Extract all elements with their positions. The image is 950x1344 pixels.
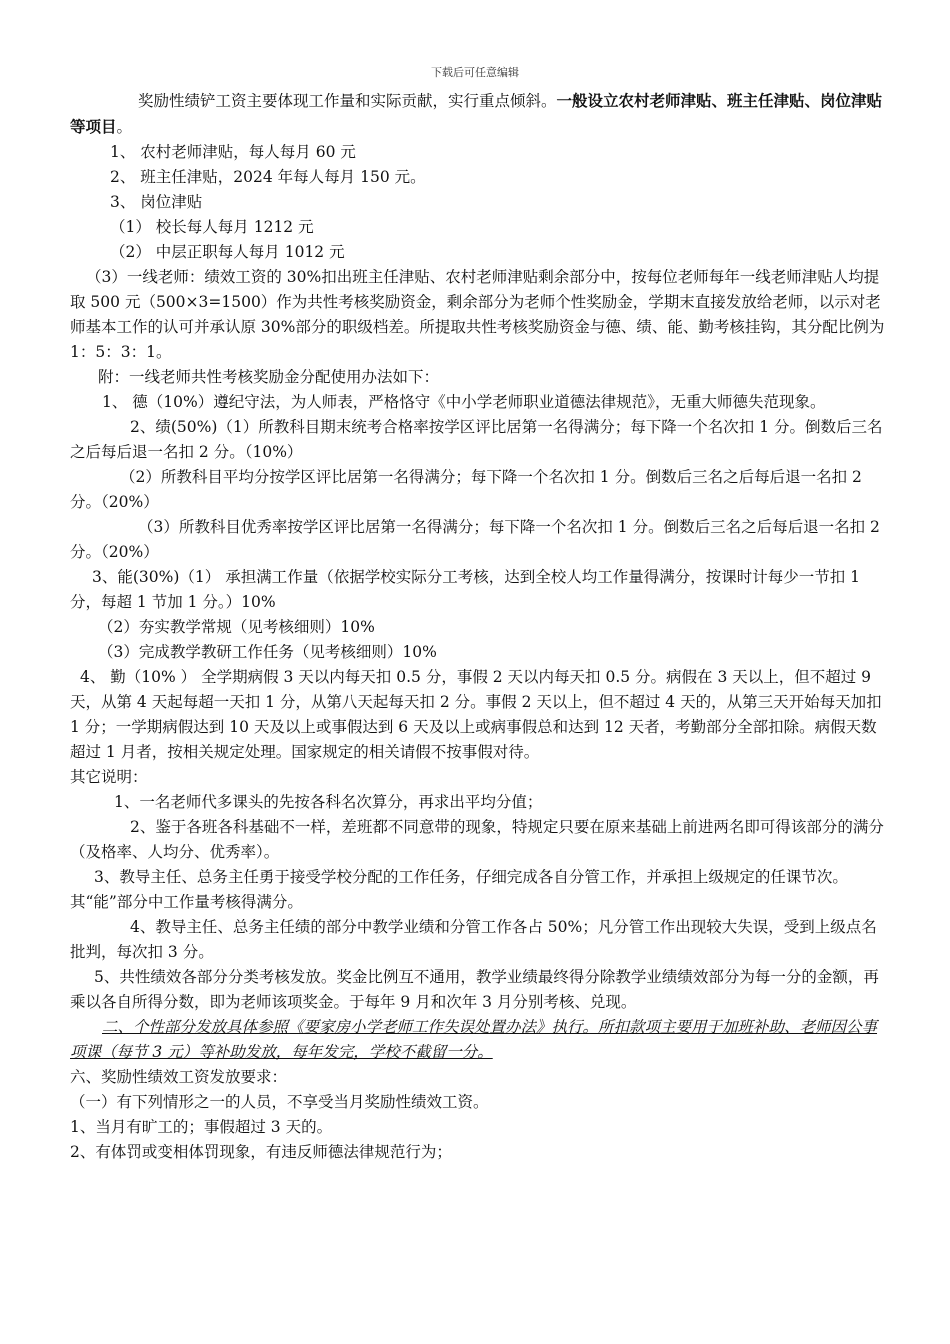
other-notes-title: 其它说明： [70,768,148,786]
frontline-teacher-paragraph: （3）一线老师：绩效工资的 30%扣出班主任津贴、农村老师津贴剩余部分中，按每位老师每年一线老师津贴人均提取 500 元（500×3=1500）作为共性考核奖励资金，剩余部分为老师个性奖励金，学期末直接发放给老师，以示对老师基本工作的认可并承认原 30%部分的职级档差。所提取共性考核奖励资金与德、绩、能、勤考核挂钩，其分配比例为 1：5：3：1。 [70,268,885,361]
note-4: 4、教导主任、总务主任绩的部分中教学业绩和分管工作各占 50%；凡分管工作出现较大失误，受到上级点名批判，每次扣 3 分。 [70,918,877,961]
ability-item-2: （2）夯实教学常规（见考核细则）10% [98,618,375,636]
allowance-post: 3、 岗位津贴 [110,193,203,211]
page-header: 下载后可任意编辑 [431,66,519,79]
section-six-sub-1: （一）有下列情形之一的人员，不享受当月奖励性绩效工资。 [70,1093,489,1111]
intro-text: 奖励性绩铲工资主要体现工作量和实际贡献，实行重点倾斜。 [138,92,557,110]
appendix-title: 附：一线老师共性考核奖励金分配使用办法如下： [98,368,440,386]
section-six-title: 六、奖励性绩效工资发放要求： [70,1068,288,1086]
ability-item-1: 3、能(30%)（1） 承担满工作量（依据学校实际分工考核，达到全校人均工作量得满分，按课时计每少一节扣 1 分，每超 1 节加 1 分。）10% [70,568,860,611]
performance-item-2: （2）所教科目平均分按学区评比居第一名得满分；每下降一个名次扣 1 分。倒数后三名之后每后退一名扣 2 分。（20%） [70,468,862,511]
ability-item-3: （3）完成教学教研工作任务（见考核细则）10% [98,643,437,661]
note-3: 3、教导主任、总务主任勇于接受学校分配的工作任务，仔细完成各自分管工作，并承担上级规定的任课节次。其“能”部分中工作量考核得满分。 [70,868,848,911]
allowance-head-teacher: 2、 班主任津贴，2024 年每人每月 150 元。 [110,168,426,186]
allowance-middle-manager: （2） 中层正职每人每月 1012 元 [110,243,345,261]
allowance-principal: （1） 校长每人每月 1212 元 [110,218,314,236]
performance-item-1: 2、绩(50%)（1）所教科目期末统考合格率按学区评比居第一名得满分；每下降一个名次扣 1 分。倒数后三名之后每后退一名扣 2 分。（10%） [70,418,883,461]
performance-item-3: （3）所教科目优秀率按学区评比居第一名得满分；每下降一个名次扣 1 分。倒数后三名之后每后退一名扣 2 分。（20%） [70,518,880,561]
note-2: 2、鉴于各班各科基础不一样，差班都不同意带的现象，特规定只要在原来基础上前进两名即可得该部分的满分（及格率、人均分、优秀率）。 [70,818,884,861]
intro-paragraph [70,88,890,140]
allowance-rural: 1、 农村老师津贴，每人每月 60 元 [110,143,356,161]
individual-part-paragraph: 二、个性部分发放具体参照《要家房小学老师工作失误处置办法》执行。所扣款项主要用于加班补助、老师因公事项课（每节 3 元）等补助发放，每年发完，学校不截留一分。 [70,1018,878,1061]
note-5: 5、共性绩效各部分分类考核发放。奖金比例互不通用，教学业绩最终得分除教学业绩绩效部分为每一分的金额，再乘以各自所得分数，即为老师该项奖金。于每年 9 月和次年 3 月分别考核、兑现。 [70,968,879,1011]
condition-1: 1、当月有旷工的；事假超过 3 天的。 [70,1118,333,1136]
intro-bold-text: 一般设立农村老师津贴、班主任津贴、岗位津贴等项目 [70,91,883,136]
attendance-item: 4、 勤（10% ） 全学期病假 3 天以内每天扣 0.5 分，事假 2 天以内每天扣 0.5 分。病假在 3 天以上，但不超过 9 天，从第 4 天起每超一天扣 1 分，从第八天起每天扣 2 分。事假 2 天以上，但不超过 4 天的，从第三天开始每天加扣 1 分；一学期病假达到 10 天及以上或事假达到 6 天及以上或病事假总和达到 12 天者，考勤部分全部扣除。病假天数超过 1 月者，按相关规定处理。国家规定的相关请假不按事假对待。 [70,668,882,761]
virtue-item: 1、 德（10%）遵纪守法，为人师表，严格恪守《中小学老师职业道德法律规范》，无重大师德失范现象。 [102,393,826,411]
note-1: 1、一名老师代多课头的先按各科名次算分，再求出平均分值； [114,793,543,811]
document-body [70,88,890,1165]
condition-2: 2、有体罚或变相体罚现象，有违反师德法律规范行为； [70,1143,452,1161]
intro-end: 。 [116,118,133,136]
